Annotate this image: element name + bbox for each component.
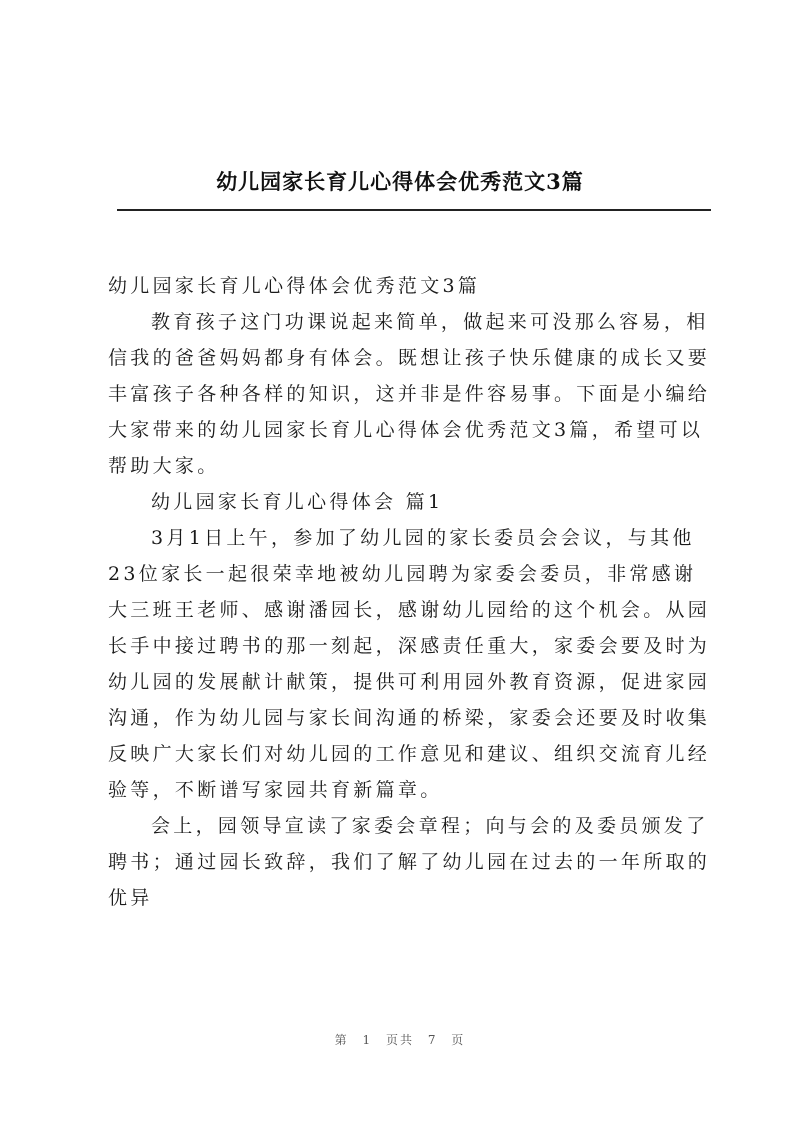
body-paragraph: 会上，园领导宣读了家委会章程；向与会的及委员颁发了聘书；通过园长致辞，我们了解了幼儿园在过去的一年所取的优异 [108, 815, 711, 909]
footer-prefix: 第 [334, 1033, 349, 1047]
intro-paragraph: 教育孩子这门功课说起来简单，做起来可没那么容易，相信我的爸爸妈妈都身有体会。既想让孩子快乐健康的成长又要丰富孩子各种各样的知识，这并非是件容易事。下面是小编给大家带来的幼儿园家长育儿心得体会优秀范文3篇，希望可以帮助大家。 [108, 311, 711, 477]
title-divider [117, 209, 711, 211]
footer-total-pages: 7 [427, 1033, 438, 1047]
body-heading: 幼儿园家长育儿心得体会优秀范文3篇 [108, 275, 481, 297]
footer-middle: 页共 [385, 1033, 414, 1047]
section-heading: 幼儿园家长育儿心得体会 篇1 [151, 491, 444, 513]
document-body [108, 268, 713, 916]
footer-suffix: 页 [451, 1033, 466, 1047]
body-paragraph: 3月1日上午，参加了幼儿园的家长委员会会议，与其他23位家长一起很荣幸地被幼儿园聘为家委会委员，非常感谢大三班王老师、感谢潘园长，感谢幼儿园给的这个机会。从园长手中接过聘书的那一刻起，深感责任重大，家委会要及时为幼儿园的发展献计献策，提供可利用园外教育资源，促进家园沟通，作为幼儿园与家长间沟通的桥梁，家委会还要及时收集反映广大家长们对幼儿园的工作意见和建议、组织交流育儿经验等，不断谱写家园共育新篇章。 [108, 527, 711, 801]
page-footer [0, 1031, 800, 1048]
page-title: 幼儿园家长育儿心得体会优秀范文3篇 [216, 169, 584, 194]
footer-page-number: 1 [362, 1033, 373, 1047]
